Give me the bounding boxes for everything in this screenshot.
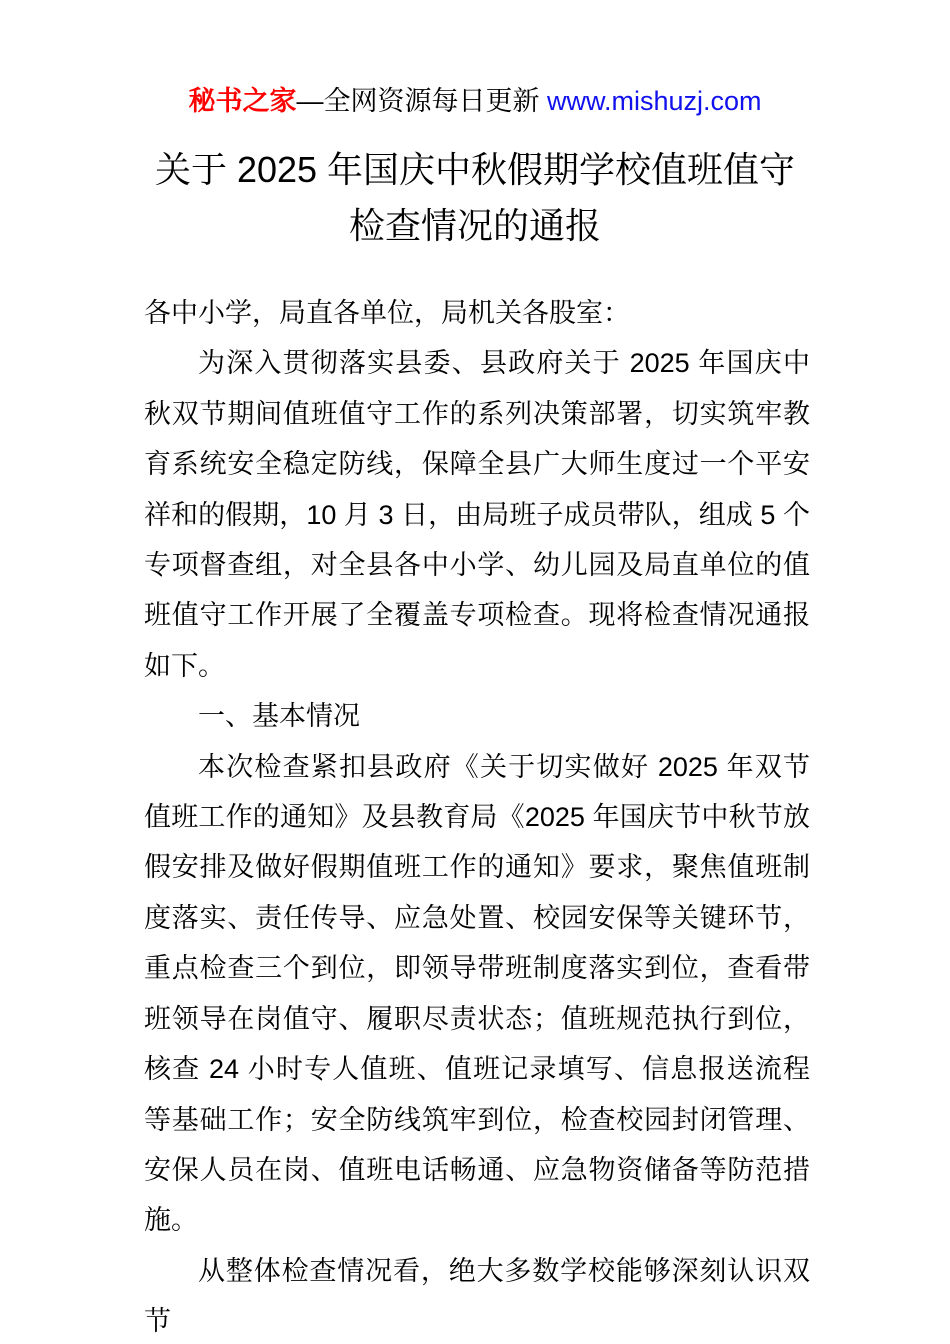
site-header xyxy=(0,84,950,118)
paragraph-inspection-details: 本次检查紧扣县政府《关于切实做好 2025 年双节值班工作的通知》及县教育局《2025 年国庆节中秋节放假安排及做好假期值班工作的通知》要求，聚焦值班制度落实、责任传导、应急处置、校园安保等关键环节，重点检查三个到位，即领导带班制度落实到位，查看带班领导在岗值守、履职尽责状态；值班规范执行到位，核查 24 小时专人值班、值班记录填写、信息报送流程等基础工作；安全防线筑牢到位，检查校园封闭管理、安保人员在岗、值班电话畅通、应急物资储备等防范措施。 xyxy=(144,751,810,1236)
document-title-line2: 检查情况的通报 xyxy=(348,205,601,246)
site-brand: 秘书之家 xyxy=(188,86,297,116)
header-separator: — xyxy=(296,86,324,116)
header-tagline: 全网资源每日更新 xyxy=(323,86,547,116)
document-title xyxy=(142,142,808,254)
site-url-link[interactable]: www.mishuzj.com xyxy=(546,86,762,116)
paragraph-overall-findings: 从整体检查情况看，绝大多数学校能够深刻认识双节 xyxy=(144,1255,810,1337)
section-heading-basic-situation: 一、基本情况 xyxy=(198,701,360,732)
paragraph-intro: 为深入贯彻落实县委、县政府关于 2025 年国庆中秋双节期间值班值守工作的系列决策部署，切实筑牢教育系统安全稳定防线，保障全县广大师生度过一个平安祥和的假期，10 月 3 日，由局班子成员带队，组成 5 个专项督查组，对全县各中小学、幼儿园及局直单位的值班值守工作开展了全覆盖专项检查。现将检查情况通报如下。 xyxy=(144,348,810,681)
document-body xyxy=(144,288,810,1344)
salutation-line: 各中小学，局直各单位，局机关各股室： xyxy=(144,298,630,328)
document-title-line1: 关于 2025 年国庆中秋假期学校值班值守 xyxy=(154,149,796,190)
